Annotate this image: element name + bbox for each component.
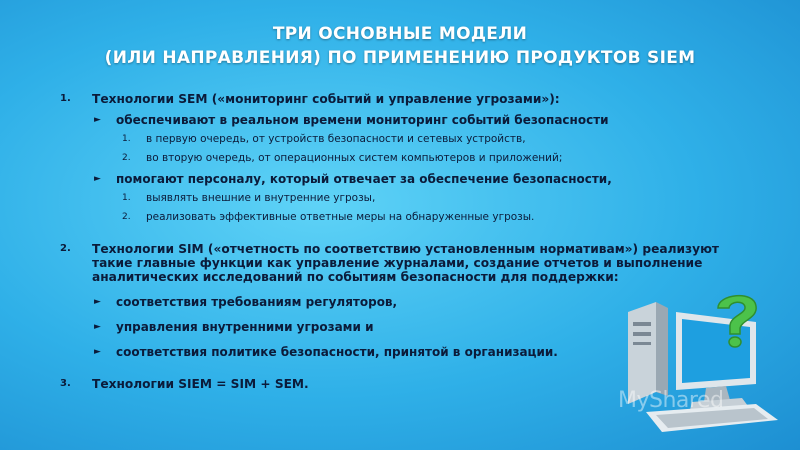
arrow-bullet-icon: ►: [94, 174, 101, 184]
list-number: 2.: [122, 212, 131, 222]
list-number: 1.: [60, 93, 71, 104]
list-item-text: Технологии SEM («мониторинг событий и управление угрозами»):: [92, 92, 560, 106]
list-number: 2.: [60, 243, 71, 254]
sub-item: [60, 113, 750, 127]
title-line-2: (ИЛИ НАПРАВЛЕНИЯ) ПО ПРИМЕНЕНИЮ ПРОДУКТОВ SIEM: [104, 48, 696, 68]
sub-item-text: соответствия политике безопасности, принятой в организации.: [116, 345, 558, 359]
computer-icon: [606, 292, 786, 442]
sub-sub-item: [60, 192, 750, 205]
arrow-bullet-icon: ►: [94, 347, 101, 357]
list-item-text: Технологии SIEM = SIM + SEM.: [92, 377, 309, 391]
sub-sub-item: [60, 211, 750, 224]
sub-item-text: помогают персоналу, который отвечает за обеспечение безопасности,: [116, 172, 612, 186]
list-number: 2.: [122, 153, 131, 163]
slide-title: [40, 22, 760, 70]
list-item-sem: [60, 92, 750, 106]
sub-sub-item-text: во вторую очередь, от операционных систем компьютеров и приложений;: [146, 152, 563, 164]
sub-sub-item: [60, 133, 750, 146]
sub-item-text: управления внутренними угрозами и: [116, 320, 374, 334]
list-number: 1.: [122, 134, 131, 144]
sub-item-text: обеспечивают в реальном времени мониторинг событий безопасности: [116, 113, 609, 127]
arrow-bullet-icon: ►: [94, 297, 101, 307]
sub-sub-item: [60, 152, 750, 165]
list-number: 3.: [60, 378, 71, 389]
sub-item: [60, 172, 750, 186]
arrow-bullet-icon: ►: [94, 115, 101, 125]
sub-sub-item-text: реализовать эффективные ответные меры на обнаруженные угрозы.: [146, 211, 535, 223]
list-number: 1.: [122, 193, 131, 203]
watermark: MyShared: [618, 388, 724, 413]
sub-item-text: соответствия требованиям регуляторов,: [116, 295, 398, 309]
sub-sub-item-text: в первую очередь, от устройств безопасности и сетевых устройств,: [146, 133, 526, 145]
sub-sub-item-text: выявлять внешние и внутренние угрозы,: [146, 192, 376, 204]
arrow-bullet-icon: ►: [94, 322, 101, 332]
list-item-text: Технологии SIM («отчетность по соответствию установленным нормативам») реализуют такие главные функции как управление журналами, создание отчетов и выполнение аналитических исследований по событиям безопасности для поддержки:: [92, 242, 719, 284]
title-line-1: ТРИ ОСНОВНЫЕ МОДЕЛИ: [272, 24, 528, 44]
list-item-sim: [60, 242, 750, 284]
